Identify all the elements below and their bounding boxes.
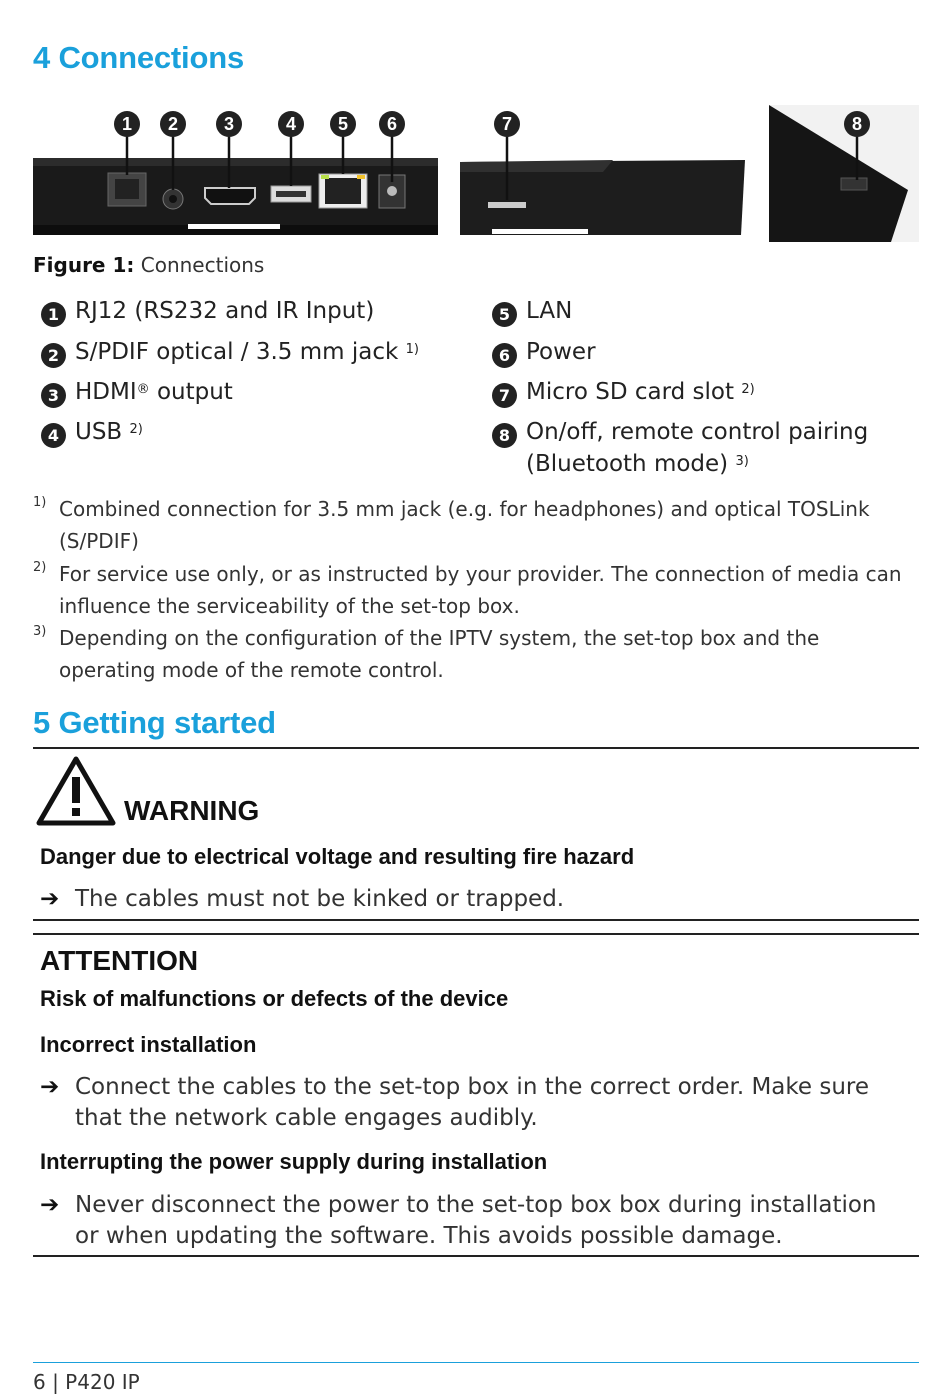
registered-mark: ® xyxy=(136,382,150,397)
number-badge: 6 xyxy=(492,343,517,368)
page-footer: 6 | P420 IP xyxy=(33,1370,140,1394)
legend-text: S/PDIF optical / 3.5 mm jack xyxy=(75,339,399,365)
svg-text:2: 2 xyxy=(167,114,179,134)
svg-text:1: 1 xyxy=(121,114,133,134)
footnote-ref: 2) xyxy=(129,422,143,437)
badge-8 xyxy=(844,111,870,137)
svg-text:3: 3 xyxy=(223,114,235,134)
number-badge: 1 xyxy=(41,302,66,327)
badge-2 xyxy=(160,111,186,137)
divider xyxy=(33,919,919,921)
legend-text: RJ12 (RS232 and IR Input) xyxy=(75,298,375,324)
svg-text:4: 4 xyxy=(285,114,297,134)
badge-4 xyxy=(278,111,304,137)
legend-text: Power xyxy=(526,339,596,365)
footer-rule xyxy=(33,1362,919,1363)
number-badge: 2 xyxy=(41,343,66,368)
bullet-text: Connect the cables to the set-top box in the correct order. Make sure that the network cable engages audibly. xyxy=(75,1074,870,1131)
legend-item-1 xyxy=(41,295,374,327)
legend-item-3 xyxy=(41,376,233,408)
legend-item-7 xyxy=(492,376,755,408)
footnote-ref: 2) xyxy=(741,382,755,397)
legend-text-suffix: output xyxy=(149,379,233,405)
footnote-1 xyxy=(33,493,903,557)
legend-text: USB xyxy=(75,419,123,445)
legend-item-6 xyxy=(492,336,596,368)
footnote-ref: 1) xyxy=(405,342,419,357)
attention-bullet-2 xyxy=(40,1190,900,1252)
attention-subheading-2: Interrupting the power supply during installation xyxy=(40,1149,548,1174)
legend-item-5 xyxy=(492,295,572,327)
footnote-3 xyxy=(33,622,903,686)
top-corner-image xyxy=(769,105,919,242)
attention-heading: Risk of malfunctions or defects of the device xyxy=(40,986,509,1011)
side-panel-image xyxy=(460,133,745,235)
bullet-text: The cables must not be kinked or trapped. xyxy=(75,886,565,912)
arrow-right-icon: ➔ xyxy=(40,886,60,912)
badge-1 xyxy=(114,111,140,137)
divider xyxy=(33,747,919,749)
connections-figure xyxy=(33,100,919,245)
number-badge: 7 xyxy=(492,383,517,408)
badge-6 xyxy=(379,111,405,137)
footnote-text: For service use only, or as instructed by your provider. The connection of media can influence the serviceability of the set-top box. xyxy=(59,562,902,618)
caption-text: Connections xyxy=(140,253,265,277)
number-badge: 5 xyxy=(492,302,517,327)
svg-text:7: 7 xyxy=(501,114,513,134)
svg-text:8: 8 xyxy=(851,114,863,134)
arrow-right-icon: ➔ xyxy=(40,1192,60,1218)
footnote-mark: 1) xyxy=(33,495,47,510)
arrow-right-icon: ➔ xyxy=(40,1074,60,1100)
number-badge: 3 xyxy=(41,383,66,408)
rear-panel-image xyxy=(33,133,438,235)
figure-caption xyxy=(33,253,264,277)
svg-text:6: 6 xyxy=(386,114,398,134)
section-5-title: 5 Getting started xyxy=(33,705,276,740)
legend-text: LAN xyxy=(526,298,573,324)
legend-text: Micro SD card slot xyxy=(526,379,734,405)
caption-label: Figure 1: xyxy=(33,253,135,277)
attention-bullet-1 xyxy=(40,1072,900,1134)
legend-text: HDMI xyxy=(75,379,137,405)
legend-text: On/off, remote control pairing xyxy=(526,419,869,445)
legend-text-line2: (Bluetooth mode) xyxy=(526,451,729,477)
bullet-text: Never disconnect the power to the set-top box box during installation or when updating the software. This avoids possible damage. xyxy=(75,1192,877,1249)
attention-subheading-1: Incorrect installation xyxy=(40,1032,257,1057)
warning-bullet xyxy=(40,884,900,915)
attention-title: ATTENTION xyxy=(40,945,199,976)
legend-item-4 xyxy=(41,416,143,448)
badge-3 xyxy=(216,111,242,137)
section-4-title: 4 Connections xyxy=(33,40,244,75)
legend-item-2 xyxy=(41,336,419,368)
footnote-mark: 3) xyxy=(33,624,47,639)
warning-triangle-icon xyxy=(35,755,117,827)
warning-heading: Danger due to electrical voltage and resulting fire hazard xyxy=(40,844,635,869)
badge-7 xyxy=(494,111,520,137)
legend-item-8 xyxy=(492,416,868,480)
warning-title: WARNING xyxy=(124,795,260,826)
footnote-text: Combined connection for 3.5 mm jack (e.g. for headphones) and optical TOSLink (S/PDIF) xyxy=(59,497,870,553)
divider xyxy=(33,1255,919,1257)
badge-5 xyxy=(330,111,356,137)
number-badge: 4 xyxy=(41,423,66,448)
number-badge: 8 xyxy=(492,423,517,448)
footnote-mark: 2) xyxy=(33,560,47,575)
footnote-text: Depending on the configuration of the IPTV system, the set-top box and the operating mode of the remote control. xyxy=(59,626,820,682)
divider xyxy=(33,933,919,935)
svg-text:5: 5 xyxy=(337,114,349,134)
footnote-2 xyxy=(33,558,903,622)
footnote-ref: 3) xyxy=(735,454,749,469)
